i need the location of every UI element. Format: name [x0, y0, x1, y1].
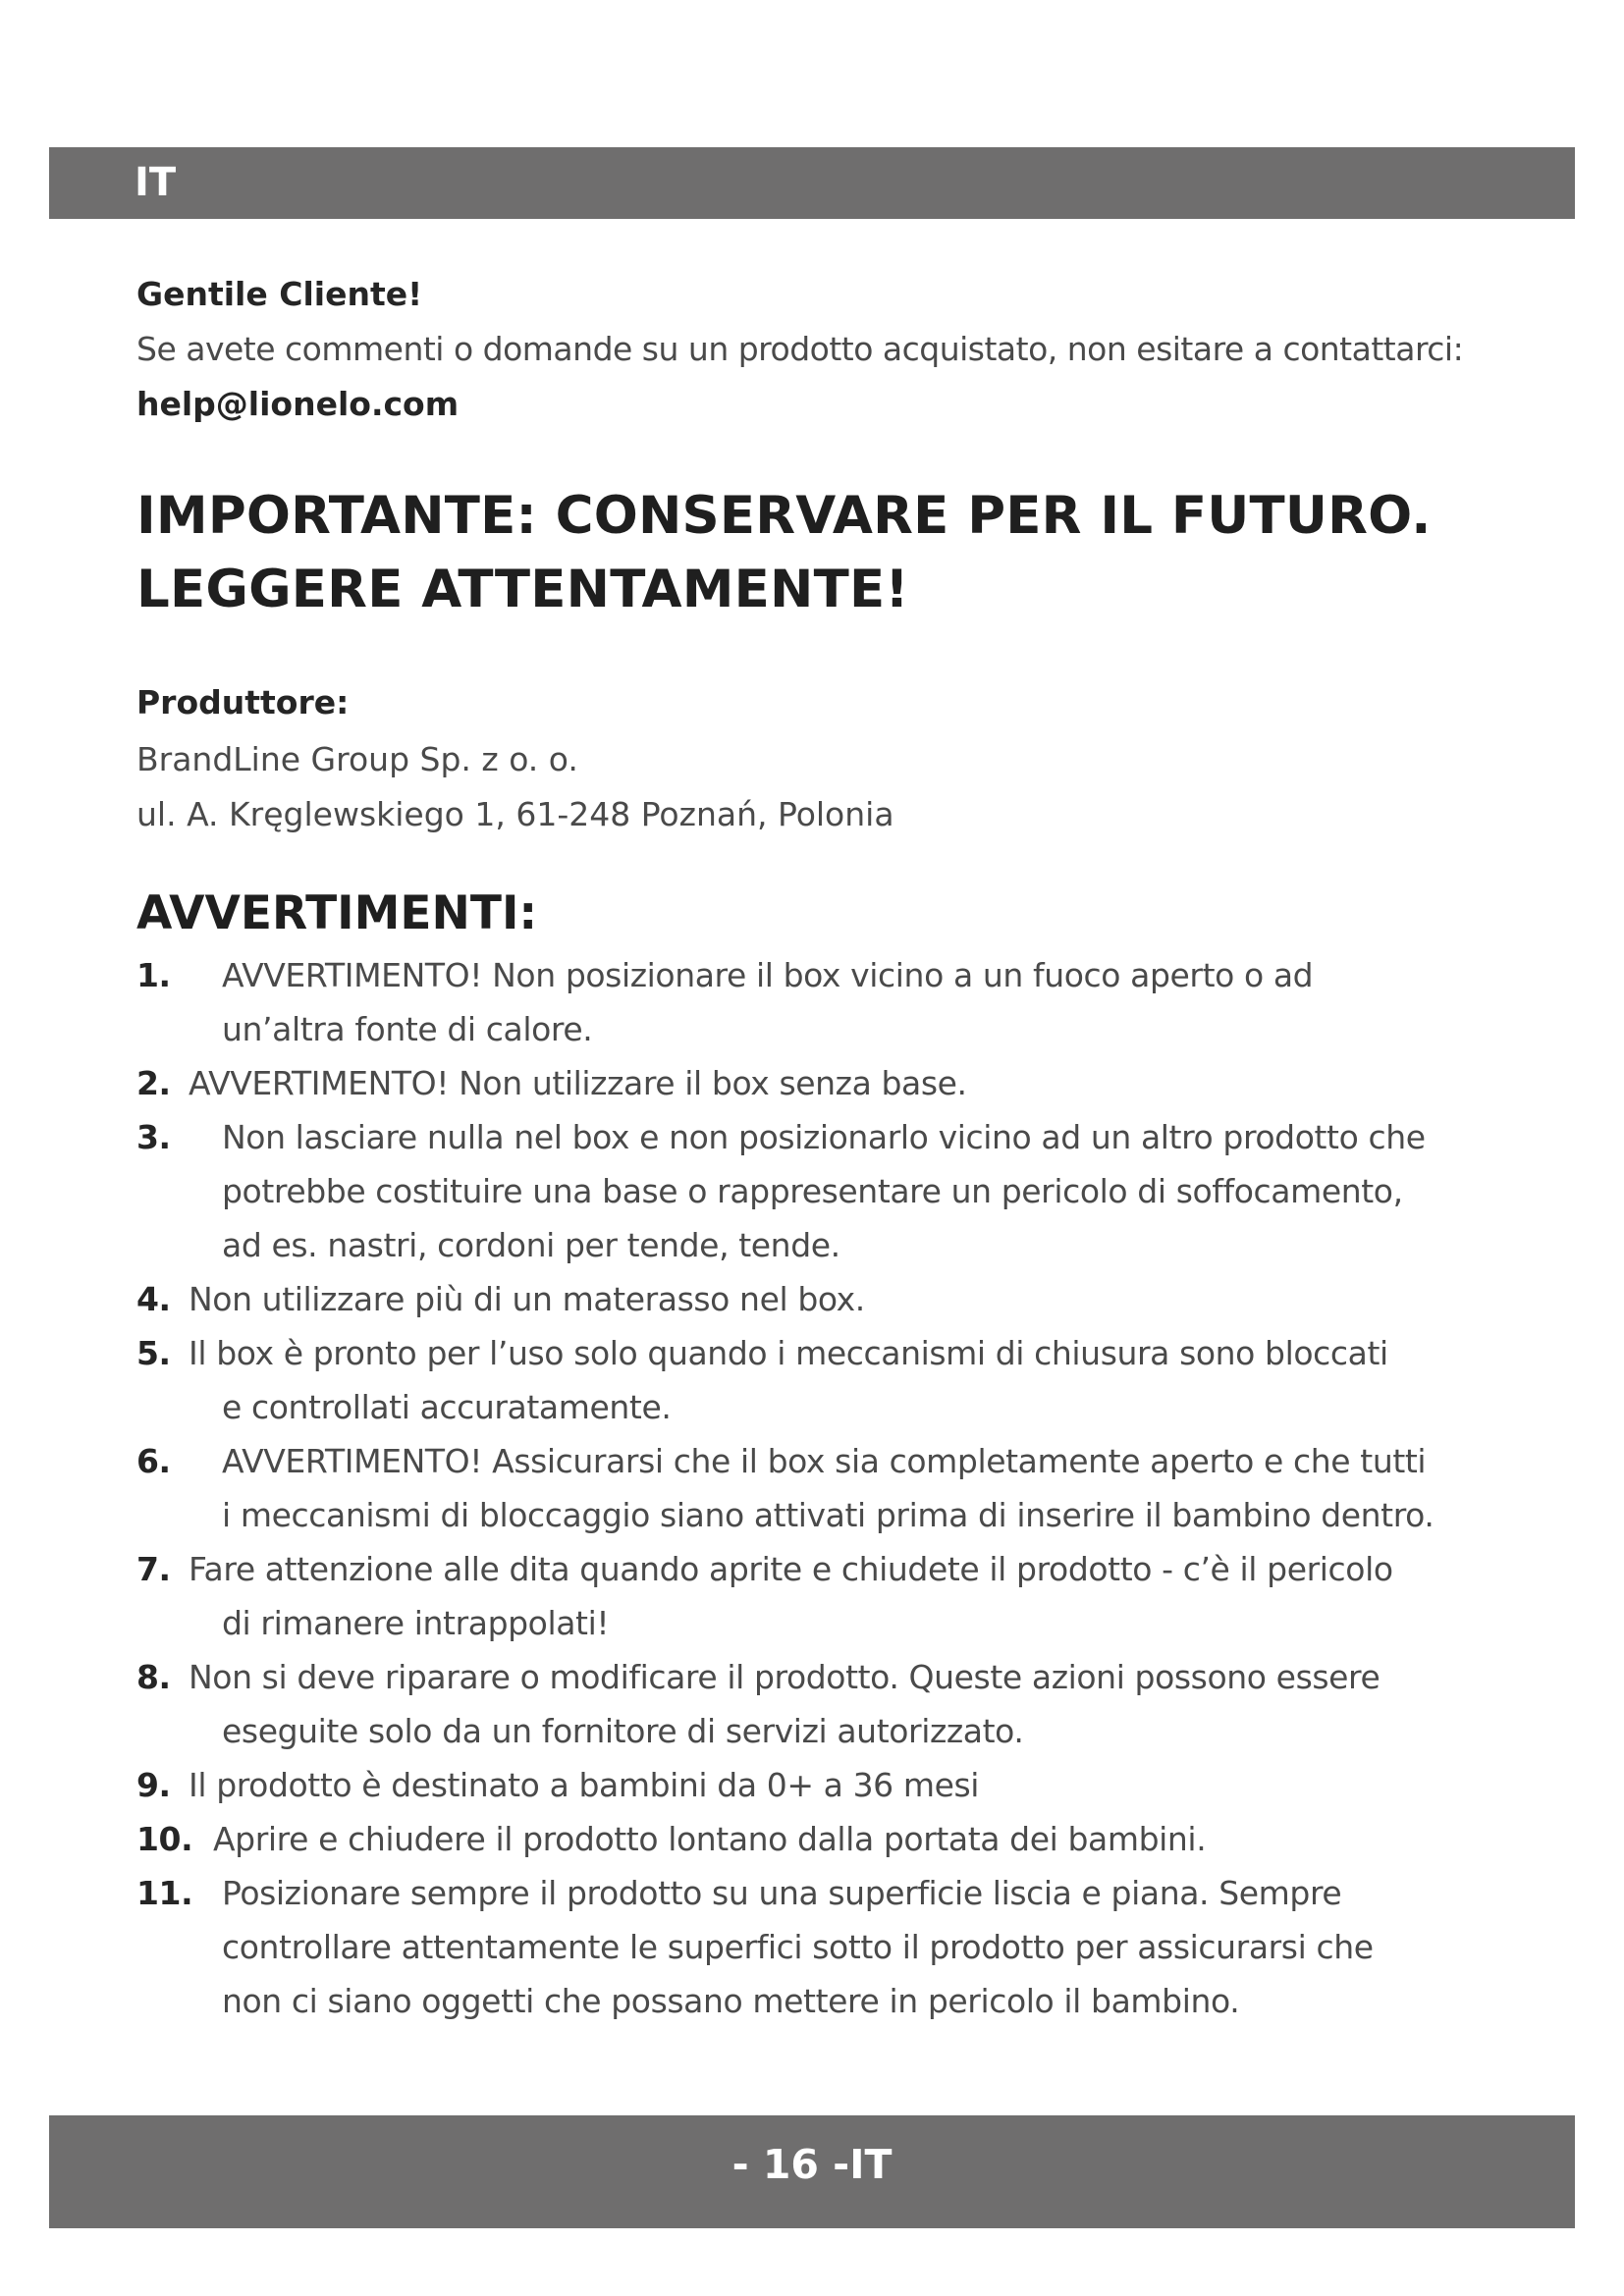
warning-number: 6. [136, 1442, 171, 1480]
warning-number: 11. [136, 1874, 193, 1912]
warning-item [136, 1542, 1570, 1650]
warning-line: AVVERTIMENTO! Non utilizzare il box senza base. [189, 1064, 967, 1102]
warning-item [136, 1812, 1570, 1866]
warning-number: 3. [136, 1118, 171, 1156]
warnings-title: AVVERTIMENTI: [136, 886, 538, 940]
intro-text: Se avete commenti o domande su un prodotto acquistato, non esitare a contattarci: [136, 330, 1464, 368]
warning-line: ad es. nastri, cordoni per tende, tende. [222, 1226, 840, 1264]
warning-item [136, 1056, 1570, 1110]
warning-line: Posizionare sempre il prodotto su una superficie liscia e piana. Sempre [222, 1874, 1342, 1912]
warning-item [136, 1434, 1570, 1542]
warning-line: Il prodotto è destinato a bambini da 0+ a 36 mesi [189, 1766, 980, 1804]
warning-list [136, 948, 1570, 2028]
page-number: - 16 -IT [731, 2141, 893, 2188]
header-band [49, 147, 1575, 219]
warning-line: Non lasciare nulla nel box e non posizionarlo vicino ad un altro prodotto che [222, 1118, 1426, 1156]
warning-number: 10. [136, 1820, 193, 1858]
producer-name: BrandLine Group Sp. z o. o. [136, 740, 578, 778]
warning-item [136, 1272, 1570, 1326]
contact-email: help@lionelo.com [136, 385, 460, 423]
warning-line: i meccanismi di bloccaggio siano attivati prima di inserire il bambino dentro. [222, 1496, 1435, 1534]
warning-number: 5. [136, 1334, 171, 1372]
warning-item [136, 1110, 1570, 1272]
warning-item [136, 948, 1570, 1056]
warning-line: Non si deve riparare o modificare il prodotto. Queste azioni possono essere [189, 1658, 1380, 1696]
important-heading [136, 479, 1570, 626]
warning-number: 2. [136, 1064, 171, 1102]
warning-line: Il box è pronto per l’uso solo quando i meccanismi di chiusura sono bloccati [189, 1334, 1388, 1372]
warning-line: eseguite solo da un fornitore di servizi autorizzato. [222, 1712, 1024, 1750]
producer-address: ul. A. Kręglewskiego 1, 61-248 Poznań, Polonia [136, 795, 894, 833]
warning-number: 1. [136, 956, 171, 994]
warning-line: potrebbe costituire una base o rappresentare un pericolo di soffocamento, [222, 1172, 1403, 1210]
greeting: Gentile Cliente! [136, 275, 423, 313]
warning-line: Non utilizzare più di un materasso nel box. [189, 1280, 865, 1318]
warning-number: 8. [136, 1658, 171, 1696]
warning-number: 4. [136, 1280, 171, 1318]
producer-label: Produttore: [136, 683, 350, 721]
footer-band [49, 2115, 1575, 2228]
warning-line: AVVERTIMENTO! Assicurarsi che il box sia completamente aperto e che tutti [222, 1442, 1427, 1480]
warning-item [136, 1326, 1570, 1434]
warning-line: Aprire e chiudere il prodotto lontano dalla portata dei bambini. [213, 1820, 1207, 1858]
warning-line: di rimanere intrappolati! [222, 1604, 610, 1642]
warning-item [136, 1758, 1570, 1812]
warning-number: 7. [136, 1550, 171, 1588]
warning-item [136, 1650, 1570, 1758]
page-content [136, 267, 1570, 2028]
warning-line: Fare attenzione alle dita quando aprite e chiudete il prodotto - c’è il pericolo [189, 1550, 1393, 1588]
warning-number: 9. [136, 1766, 171, 1804]
warning-line: controllare attentamente le superfici sotto il prodotto per assicurarsi che [222, 1928, 1374, 1966]
language-label: IT [135, 160, 177, 205]
warning-item [136, 1866, 1570, 2028]
warning-line: e controllati accuratamente. [222, 1388, 672, 1426]
warning-line: non ci siano oggetti che possano mettere in pericolo il bambino. [222, 1982, 1240, 2020]
warning-line: un’altra fonte di calore. [222, 1010, 593, 1048]
important-line-1: IMPORTANTE: CONSERVARE PER IL FUTURO. [136, 486, 1432, 546]
important-line-2: LEGGERE ATTENTAMENTE! [136, 560, 909, 619]
warning-line: AVVERTIMENTO! Non posizionare il box vicino a un fuoco aperto o ad [222, 956, 1314, 994]
